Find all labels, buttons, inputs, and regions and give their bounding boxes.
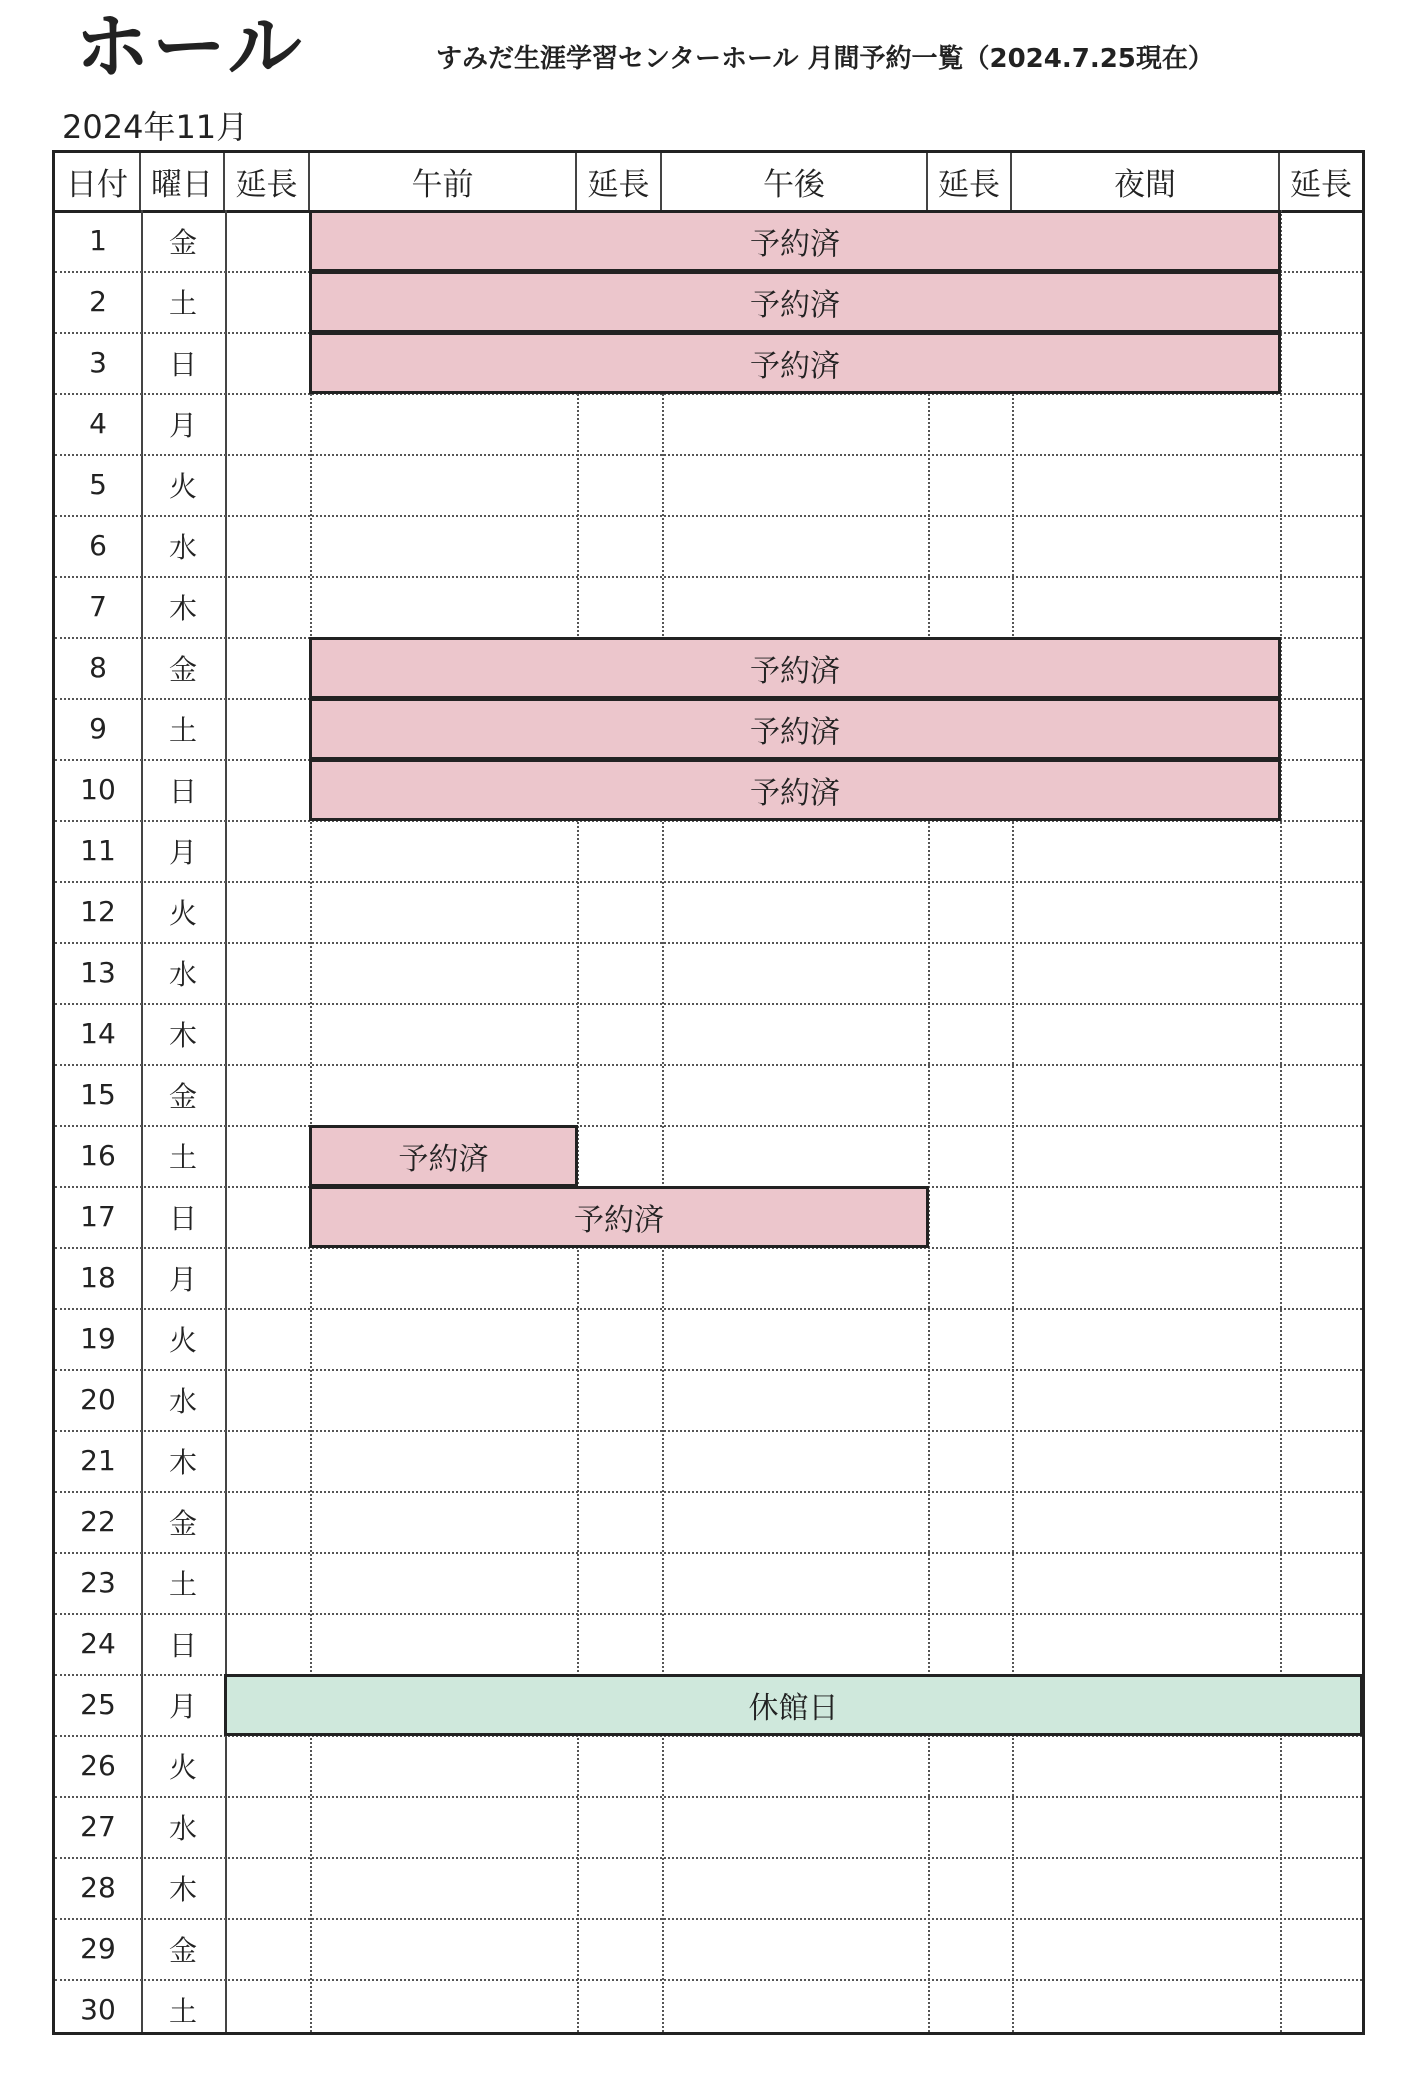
weekday-cell: 月 xyxy=(168,835,197,869)
column-divider xyxy=(310,210,312,2032)
weekday-cell: 日 xyxy=(168,1201,197,1235)
weekday-cell: 月 xyxy=(168,1262,197,1296)
date-cell: 18 xyxy=(80,1261,116,1294)
weekday-cell: 水 xyxy=(168,1811,197,1845)
weekday-cell: 月 xyxy=(168,1689,197,1723)
date-cell: 25 xyxy=(80,1688,116,1721)
date-cell: 3 xyxy=(89,346,107,379)
column-divider xyxy=(662,210,664,2032)
reservation-table xyxy=(52,150,1365,2035)
row-divider xyxy=(55,1857,1362,1859)
weekday-cell: 金 xyxy=(168,1079,197,1113)
reserved-block: 予約済 xyxy=(309,210,1281,272)
date-cell: 1 xyxy=(89,224,107,257)
row-divider xyxy=(55,1308,1362,1310)
weekday-cell: 木 xyxy=(168,1872,197,1906)
weekday-cell: 木 xyxy=(168,591,197,625)
reserved-block: 予約済 xyxy=(309,271,1281,333)
date-cell: 28 xyxy=(80,1871,116,1904)
column-header: 日付 xyxy=(55,153,141,210)
weekday-cell: 土 xyxy=(168,1140,197,1174)
row-divider xyxy=(55,1918,1362,1920)
weekday-cell: 日 xyxy=(168,347,197,381)
date-cell: 14 xyxy=(80,1017,116,1050)
date-cell: 19 xyxy=(80,1322,116,1355)
column-divider xyxy=(1012,210,1014,2032)
weekday-cell: 土 xyxy=(168,1994,197,2028)
date-cell: 2 xyxy=(89,285,107,318)
weekday-cell: 火 xyxy=(168,896,197,930)
weekday-cell: 木 xyxy=(168,1018,197,1052)
weekday-cell: 日 xyxy=(168,1628,197,1662)
row-divider xyxy=(55,1369,1362,1371)
date-cell: 8 xyxy=(89,651,107,684)
reserved-block: 予約済 xyxy=(309,637,1281,699)
column-divider xyxy=(1280,210,1282,2032)
column-divider xyxy=(577,210,579,2032)
weekday-cell: 火 xyxy=(168,1323,197,1357)
date-cell: 17 xyxy=(80,1200,116,1233)
weekday-cell: 土 xyxy=(168,1567,197,1601)
reserved-block: 予約済 xyxy=(309,1125,578,1187)
closed-day-block: 休館日 xyxy=(224,1674,1363,1736)
date-cell: 30 xyxy=(80,1993,116,2026)
row-divider xyxy=(55,515,1362,517)
date-cell: 9 xyxy=(89,712,107,745)
reserved-block: 予約済 xyxy=(309,698,1281,760)
column-divider xyxy=(928,210,930,2032)
weekday-cell: 火 xyxy=(168,1750,197,1784)
date-cell: 27 xyxy=(80,1810,116,1843)
weekday-cell: 水 xyxy=(168,530,197,564)
weekday-cell: 日 xyxy=(168,774,197,808)
weekday-cell: 月 xyxy=(168,408,197,442)
date-cell: 7 xyxy=(89,590,107,623)
date-cell: 5 xyxy=(89,468,107,501)
weekday-cell: 土 xyxy=(168,286,197,320)
reserved-block: 予約済 xyxy=(309,759,1281,821)
date-cell: 20 xyxy=(80,1383,116,1416)
weekday-cell: 金 xyxy=(168,1933,197,1967)
weekday-cell: 土 xyxy=(168,713,197,747)
row-divider xyxy=(55,881,1362,883)
date-cell: 6 xyxy=(89,529,107,562)
row-divider xyxy=(55,1125,1362,1127)
date-cell: 10 xyxy=(80,773,116,806)
weekday-cell: 水 xyxy=(168,1384,197,1418)
month-label: 2024年11月 xyxy=(62,108,249,146)
column-header: 曜日 xyxy=(141,153,225,210)
row-divider xyxy=(55,1491,1362,1493)
column-header: 午後 xyxy=(662,153,928,210)
column-divider xyxy=(225,210,227,2032)
date-cell: 22 xyxy=(80,1505,116,1538)
row-divider xyxy=(55,1003,1362,1005)
reserved-block: 予約済 xyxy=(309,1186,929,1248)
weekday-cell: 金 xyxy=(168,1506,197,1540)
date-cell: 13 xyxy=(80,956,116,989)
row-divider xyxy=(55,1796,1362,1798)
row-divider xyxy=(55,576,1362,578)
column-header: 延長 xyxy=(225,153,310,210)
date-cell: 21 xyxy=(80,1444,116,1477)
row-divider xyxy=(55,1613,1362,1615)
column-header: 延長 xyxy=(1280,153,1362,210)
date-cell: 16 xyxy=(80,1139,116,1172)
document-subtitle: すみだ生涯学習センターホール 月間予約一覧（2024.7.25現在） xyxy=(436,44,1214,74)
date-cell: 15 xyxy=(80,1078,116,1111)
row-divider xyxy=(55,1552,1362,1554)
date-cell: 24 xyxy=(80,1627,116,1660)
date-cell: 23 xyxy=(80,1566,116,1599)
date-cell: 12 xyxy=(80,895,116,928)
weekday-cell: 金 xyxy=(168,225,197,259)
row-divider xyxy=(55,1979,1362,1981)
date-cell: 11 xyxy=(80,834,116,867)
date-cell: 26 xyxy=(80,1749,116,1782)
weekday-cell: 木 xyxy=(168,1445,197,1479)
weekday-cell: 火 xyxy=(168,469,197,503)
date-cell: 29 xyxy=(80,1932,116,1965)
row-divider xyxy=(55,942,1362,944)
reserved-block: 予約済 xyxy=(309,332,1281,394)
date-cell: 4 xyxy=(89,407,107,440)
weekday-cell: 水 xyxy=(168,957,197,991)
column-header: 午前 xyxy=(310,153,577,210)
column-header: 延長 xyxy=(577,153,662,210)
hall-title: ホール xyxy=(75,4,305,90)
row-divider xyxy=(55,1430,1362,1432)
column-header: 夜間 xyxy=(1012,153,1280,210)
row-divider xyxy=(55,1064,1362,1066)
weekday-cell: 金 xyxy=(168,652,197,686)
row-divider xyxy=(55,454,1362,456)
column-header: 延長 xyxy=(928,153,1012,210)
